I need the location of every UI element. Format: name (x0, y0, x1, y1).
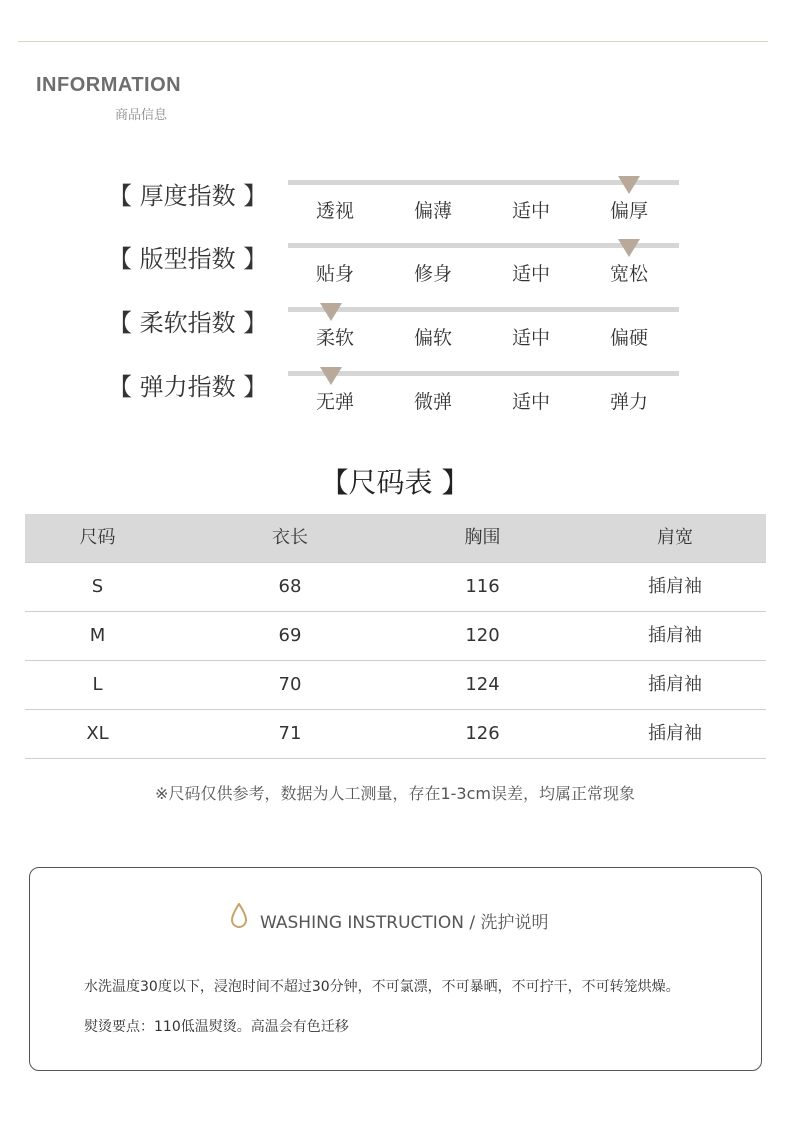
index-label: 【 柔软指数 】 (108, 309, 268, 337)
table-cell: M (89, 625, 106, 646)
table-row (25, 710, 766, 759)
table-cell: 68 (278, 576, 302, 597)
table-row (25, 661, 766, 710)
table-cell: 69 (278, 625, 302, 646)
index-option: 适中 (512, 391, 551, 413)
index-option: 适中 (512, 263, 551, 285)
index-option: 偏薄 (414, 200, 453, 222)
index-track (288, 371, 679, 376)
index-option: 偏软 (414, 327, 453, 349)
index-option: 偏硬 (610, 327, 649, 349)
index-marker (618, 239, 640, 257)
top-divider (18, 41, 768, 42)
index-marker (320, 303, 342, 321)
table-header-cell: 肩宽 (657, 527, 693, 548)
table-row (25, 612, 766, 661)
washing-title: WASHING INSTRUCTION / 洗护说明 (260, 913, 549, 933)
index-option: 偏厚 (610, 200, 649, 222)
index-row-elasticity (0, 367, 790, 423)
size-note: ※尺码仅供参考，数据为人工测量，存在1-3cm误差，均属正常现象 (155, 784, 635, 803)
index-row-softness (0, 303, 790, 359)
table-header-cell: 尺码 (79, 527, 116, 548)
table-cell: 124 (465, 674, 500, 695)
index-option: 无弹 (316, 391, 355, 413)
table-row (25, 563, 766, 612)
index-row-thickness (0, 176, 790, 232)
table-cell: 插肩袖 (648, 625, 702, 646)
size-table (25, 514, 766, 759)
water-drop-icon (230, 903, 248, 929)
index-option: 适中 (512, 327, 551, 349)
index-label: 【 版型指数 】 (108, 245, 268, 273)
table-cell: 116 (465, 576, 500, 597)
table-cell: L (92, 674, 103, 695)
washing-instructions-box (29, 867, 762, 1071)
table-header-row (25, 514, 766, 563)
table-cell: S (91, 576, 104, 597)
table-cell: XL (86, 723, 109, 744)
table-cell: 插肩袖 (648, 723, 702, 744)
index-row-fit (0, 239, 790, 295)
table-cell: 126 (465, 723, 500, 744)
index-track (288, 307, 679, 312)
table-cell: 120 (465, 625, 500, 646)
section-title: INFORMATION (36, 74, 182, 96)
washing-text: 水洗温度30度以下，浸泡时间不超过30分钟，不可氯漂，不可暴晒，不可拧干，不可转笼烘燥。 (84, 979, 680, 995)
table-cell: 插肩袖 (648, 674, 702, 695)
index-option: 透视 (316, 200, 355, 222)
table-cell: 71 (278, 723, 302, 744)
index-option: 修身 (414, 263, 453, 285)
table-header-cell: 衣长 (272, 527, 308, 548)
table-cell: 70 (278, 674, 302, 695)
index-option: 微弹 (414, 391, 453, 413)
table-header-cell: 胸围 (464, 527, 501, 548)
index-option: 宽松 (610, 263, 649, 285)
index-label: 【 弹力指数 】 (108, 373, 268, 401)
size-chart-title: 【尺码表 】 (320, 466, 470, 499)
ironing-text: 熨烫要点：110低温熨烫。高温会有色迁移 (84, 1019, 349, 1035)
index-label: 【 厚度指数 】 (108, 182, 268, 210)
index-option: 柔软 (316, 327, 355, 349)
section-subtitle: 商品信息 (115, 108, 168, 123)
index-option: 弹力 (610, 391, 649, 413)
index-marker (618, 176, 640, 194)
index-option: 贴身 (316, 263, 355, 285)
index-option: 适中 (512, 200, 551, 222)
index-marker (320, 367, 342, 385)
table-cell: 插肩袖 (648, 576, 702, 597)
